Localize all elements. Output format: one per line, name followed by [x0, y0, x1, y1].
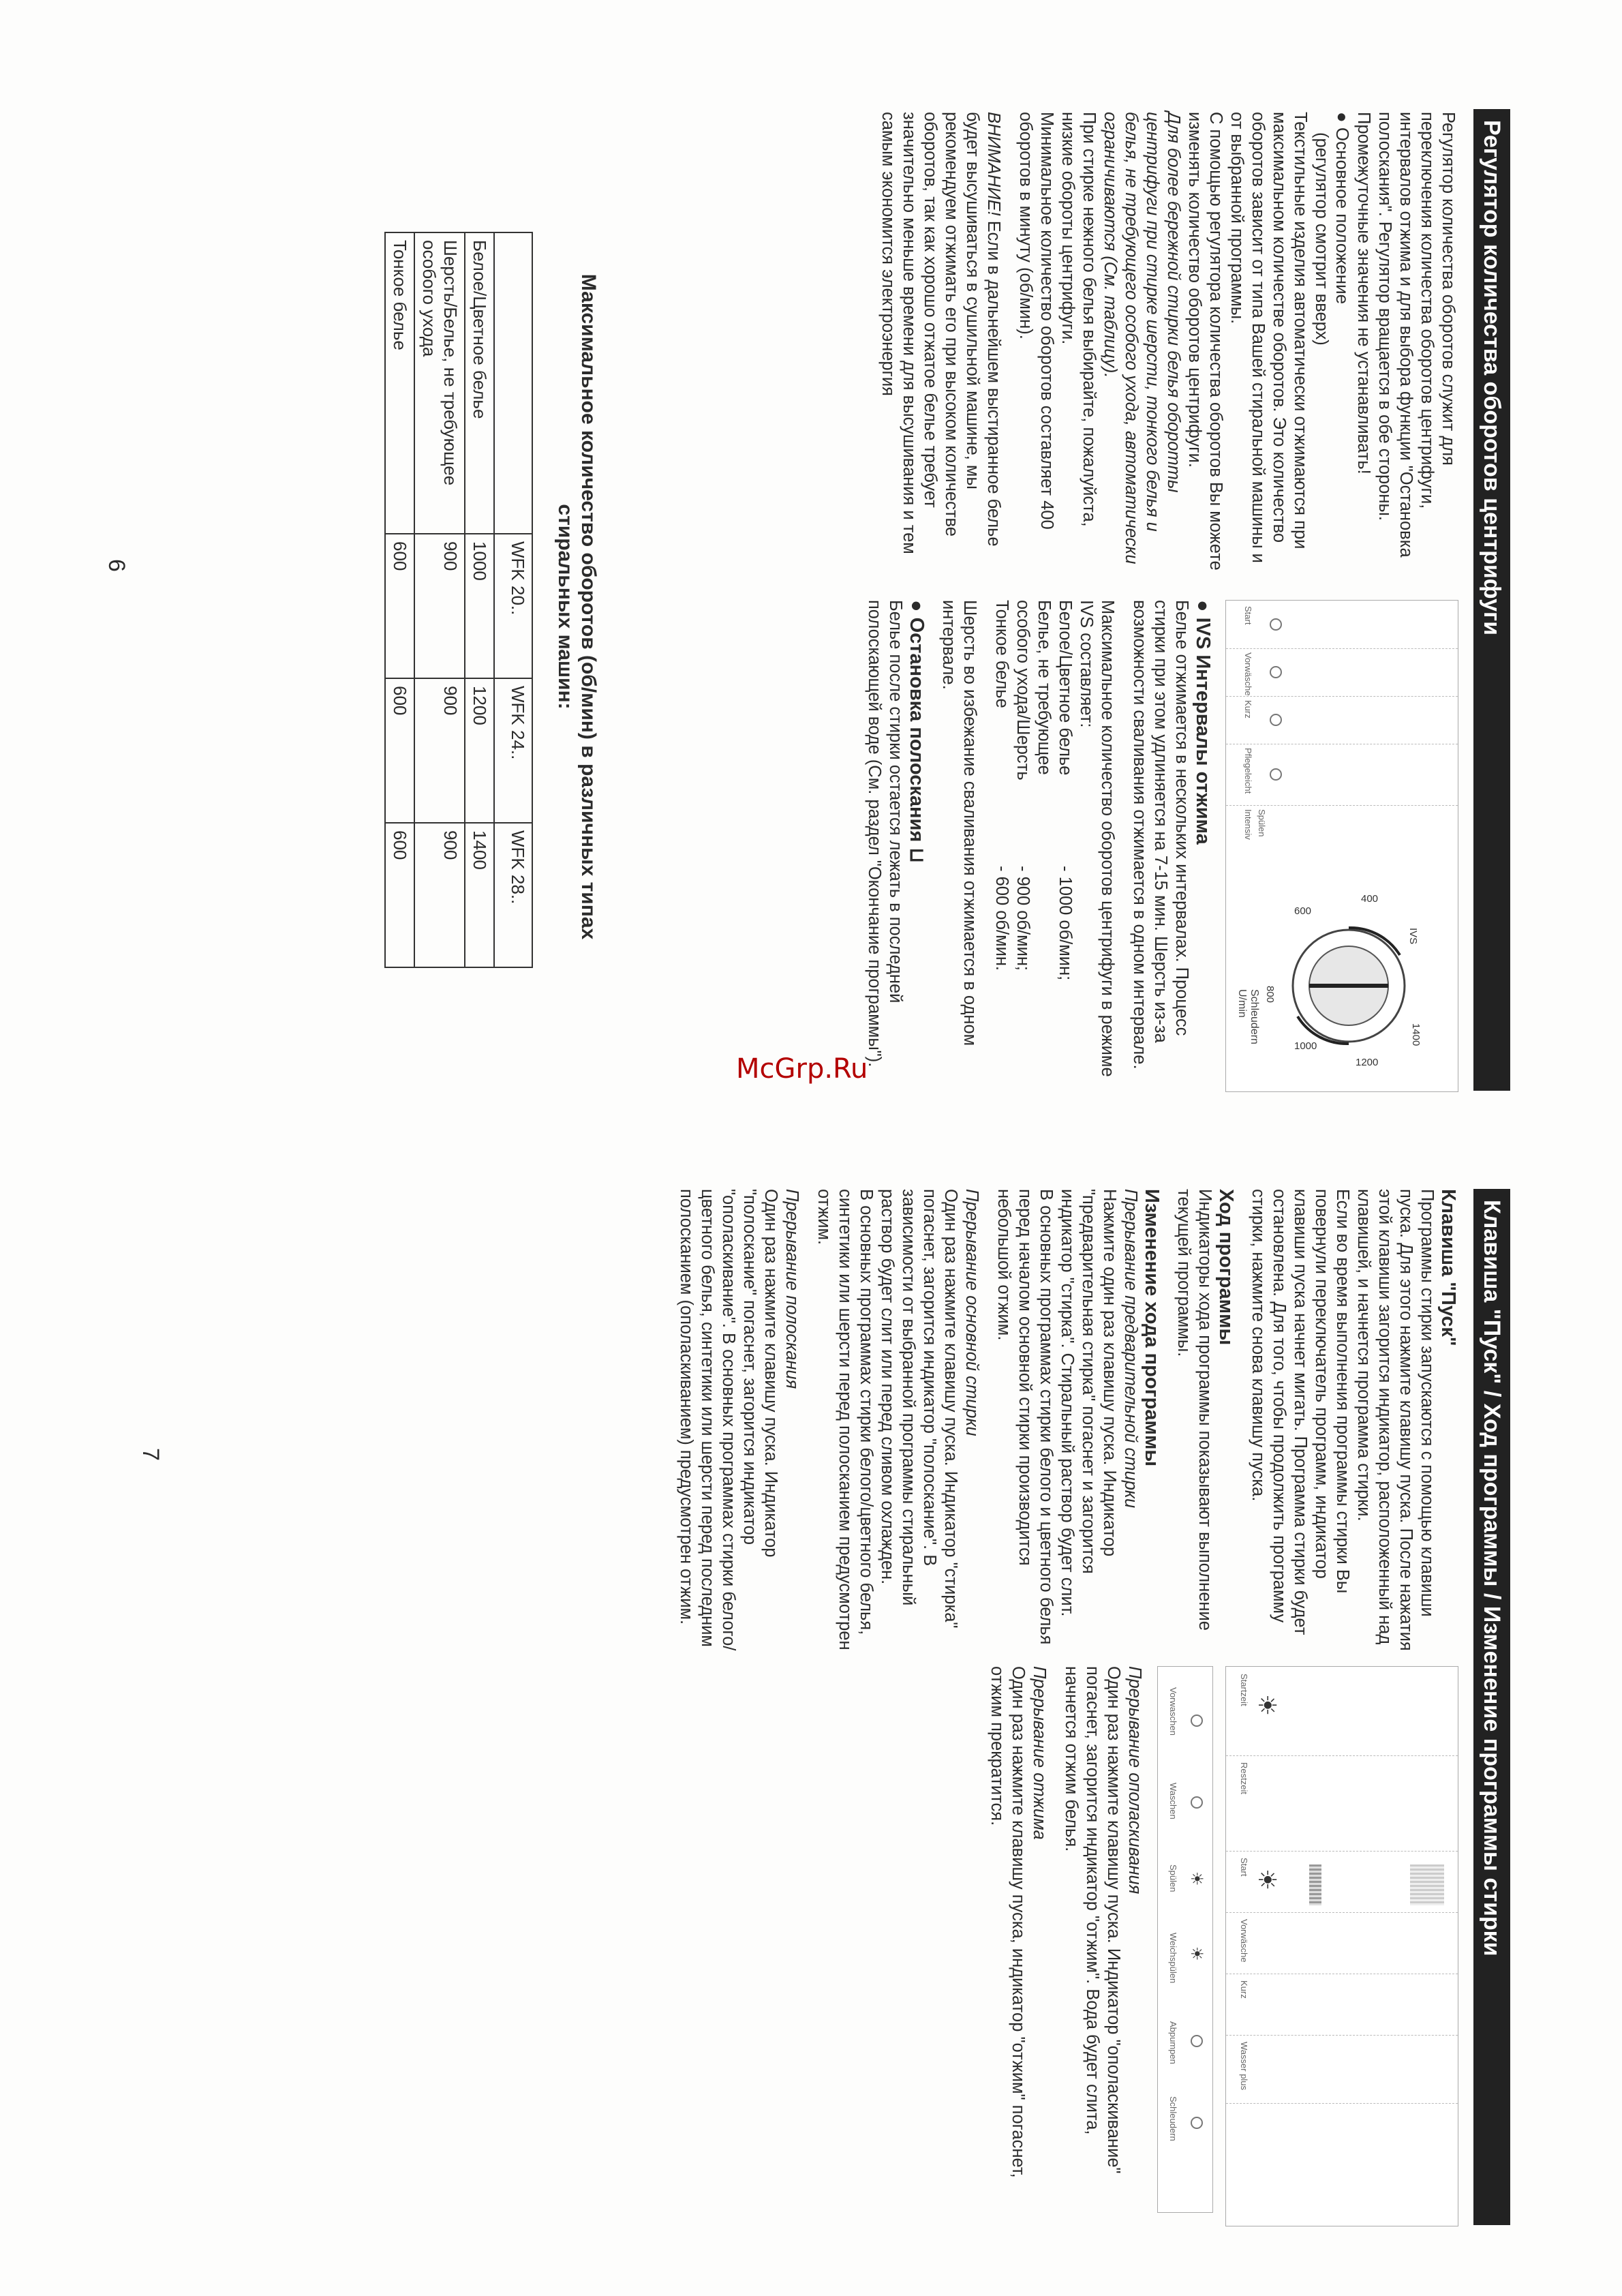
spin-dial-figure: [1225, 600, 1458, 1092]
spin-table-title: Максимальное количество оборотов (об/мин) в различных типах стиральных машин:: [554, 273, 600, 940]
led-vorwaschen-icon: [1191, 1715, 1203, 1727]
table-header-empty: [494, 232, 532, 534]
attention-text: Если в дальнейшем выстиранное белье будет высушиваться в сушильной машине, мы рекомендуем отжимать его при высоком количестве оборотов, так как хорошо отжатое белье требует значительно меньше времени для высушивания и тем самым экономится электроэнергия: [878, 112, 1003, 554]
program-progress-heading: Ход программы: [1215, 1189, 1237, 1346]
table-cell: 900: [414, 534, 465, 678]
program-progress-text: Индикаторы хода программы показывают выполнение текущей программы.: [1174, 1189, 1214, 1631]
dial-tick-1000: 1000: [1294, 1040, 1317, 1052]
led-schleudern-icon: [1191, 2117, 1203, 2129]
table-row-label: Шерсть/Белье, не требующее особого ухода: [414, 232, 465, 534]
table-cell: 900: [414, 823, 465, 967]
ivs-values-list: [991, 600, 1075, 1091]
panel-label-5: Spülen: [1257, 809, 1267, 837]
auto-spin-text: Текстильные изделия автоматически отжимаются при максимальном количестве оборотов. Это количество оборотов зависит от типа Вашей стиральной машины и от выбранной программы.: [1227, 112, 1310, 563]
table-header-wfk24: WFK 24..: [494, 678, 532, 823]
panel-label-3: Pflegeleicht: [1243, 748, 1253, 794]
site-watermark: McGrp.Ru: [736, 1053, 868, 1085]
ivs-text: Белье отжимается в нескольких интервалах. Процесс стирки при этом удлиняется на 7-15 мин. Шерсть из-за возможности сваливания отжимается в одном интервале.: [1130, 600, 1191, 1070]
prewash-interrupt-text: Нажмите один раз клавишу пуска. Индикатор "предварительная стирка" погаснет и загорится индикатор "стирка". Стиральный раствор будет слит.: [1058, 1189, 1119, 1617]
start-key-icon[interactable]: [1309, 1864, 1321, 1905]
table-cell: 600: [385, 678, 414, 823]
start-key-text-2: Если во время выполнения программы стирки Вы повернули переключатель программ, индикатор клавиши пуска начнет мигать. Программа стирки будет остановлена. Для того, чтобы продолжить программу стирки, нажмите снова клавишу пуска.: [1249, 1189, 1352, 1635]
ivs-max-text: Максимальное количество оборотов центрифуги в режиме IVS составляет:: [1077, 600, 1117, 1077]
attention-paragraph: [877, 112, 1004, 582]
led-label-schleudern: Schleudern: [1168, 2096, 1178, 2141]
final-rinse-interrupt-text: Один раз нажмите клавишу пуска. Индикатор "ополаскивание" погаснет, загорится индикатор "отжим". Вода будет слита, начнется отжим белья.: [1062, 1666, 1123, 2174]
dial-tick-1200: 1200: [1356, 1057, 1379, 1068]
led-label-abpumpen: Abpumpen: [1168, 2021, 1178, 2064]
delicate-wash-text: При стирке нежного белья выбирайте, пожалуйста, низкие обороты центрифуги.: [1058, 112, 1099, 527]
spin-dial[interactable]: [1253, 887, 1430, 1085]
panel-label-0: Start: [1243, 606, 1253, 625]
spin-table-block: [384, 232, 600, 982]
program-change-heading: Изменение хода программы: [1141, 1189, 1163, 1467]
panel-label-2: Kurz: [1243, 700, 1253, 719]
table-cell: 1200: [465, 678, 494, 823]
panel-label-restzeit: Restzeit: [1239, 1762, 1249, 1794]
progress-indicator-strip: [1157, 1666, 1213, 2213]
dial-ivs-label: IVS: [1407, 928, 1419, 945]
attention-label: ВНИМАНИЕ!: [984, 112, 1003, 216]
panel-label-start: Start: [1239, 1858, 1249, 1877]
mainwash-interrupt-title: Прерывание основной стирки: [962, 1189, 981, 1436]
panel-led-icon: [1270, 768, 1282, 781]
regulator-intro: Регулятор количества оборотов служит для переключения количества оборотов центрифуги, интервалов отжима и для выбора функции "Остановка полоскания". Регулятор вращается в обе стороны. Промежуточные значения не устанавливать!: [1354, 112, 1458, 558]
panel-label-4: Intensiv: [1243, 809, 1253, 840]
panel-label-startzeit: Startzeit: [1239, 1674, 1249, 1706]
dial-caption: Schleudern U/min: [1236, 989, 1260, 1044]
ivs-row2-label-b: особого ухода/Шерсть: [1013, 600, 1032, 781]
panel-label-vorwaesche: Vorwäsche: [1239, 1919, 1249, 1963]
table-cell: 1000: [465, 534, 494, 678]
table-header-row: [494, 232, 532, 967]
basic-position-note: (регулятор смотрит вверх): [1312, 132, 1331, 346]
ivs-row2-value: - 900 об/мин;: [1013, 866, 1032, 971]
rinse-stop-heading-text: ● Остановка полоскания: [906, 600, 928, 843]
table-cell: 600: [385, 534, 414, 678]
table-row-label: Тонкое белье: [385, 232, 414, 534]
led-weichspuelen-icon: ☀: [1187, 1946, 1206, 1961]
led-label-spuelen: Spülen: [1168, 1864, 1178, 1892]
right-page-title: Клавиша "Пуск" / Ход программы / Изменение программы стирки: [1473, 1189, 1510, 2225]
ivs-row1-value: - 1000 об/мин;: [1056, 866, 1075, 981]
table-header-wfk28: WFK 28..: [494, 823, 532, 967]
min-spin-text: Минимальное количество оборотов составляет 400 оборотов в минуту (об/мин).: [1016, 112, 1056, 530]
start-key-text: Программы стирки запускаются с помощью клавиши пуска. Для этого нажмите клавишу пуска. После нажатия этой клавиши загорится индикатор, расположенный над клавишей, и начнется программа стирки.: [1354, 1189, 1437, 1651]
final-rinse-interrupt-title: Прерывание ополаскивания: [1125, 1666, 1144, 1894]
table-cell: 600: [385, 823, 414, 967]
prewash-interrupt-title: Прерывание предварительной стирки: [1121, 1189, 1140, 1509]
panel-led-icon: [1270, 666, 1282, 678]
right-page: [0, 1148, 1622, 2296]
basic-position-heading: ● Основное положение: [1332, 112, 1353, 305]
dial-tick-400: 400: [1361, 893, 1379, 905]
table-row-label: Белое/Цветное белье: [465, 232, 494, 534]
wool-text: Шерсть во избежание сваливания отжимается в одном интервале.: [939, 600, 979, 1046]
right-column-2: [986, 1666, 1145, 2211]
left-column-2: [863, 600, 1213, 1091]
prewash-interrupt-text-2: В основных программах стирки белого и цветного белья перед началом основной стирки производится небольшой отжим.: [994, 1189, 1056, 1645]
table-row: [385, 232, 414, 967]
ivs-row2-label-a: Белье, не требующее: [1035, 600, 1054, 775]
panel-label-wasser-plus: Wasser plus: [1239, 2042, 1249, 2091]
rinse-stop-text: Белье после стирки остается лежать в последней полоскающей воде (См. раздел "Окончание программы").: [865, 600, 905, 1068]
rinse-stop-heading: [906, 600, 927, 1091]
table-row: [465, 232, 494, 967]
panel-led-icon: [1270, 618, 1282, 631]
panel-label-1: Vorwäsche: [1243, 652, 1253, 696]
led-spuelen-icon: ☀: [1187, 1871, 1206, 1886]
panel-led-icon: [1270, 714, 1282, 726]
spin-interrupt-text: Один раз нажмите клавишу пуска, индикатор "отжим" погаснет, отжим прекратится.: [988, 1666, 1028, 2178]
ivs-row3-label: Тонкое белье: [992, 600, 1011, 708]
start-key-heading: Клавиша "Пуск": [1437, 1189, 1459, 1346]
led-label-waschen: Waschen: [1168, 1783, 1178, 1819]
page-number-7: 7: [138, 1448, 164, 1461]
ivs-heading: ● IVS Интервалы отжима: [1192, 600, 1214, 845]
ivs-row3-value: - 600 об/мин.: [992, 866, 1011, 971]
mainwash-interrupt-text-2: В основных программах стирки белого/цветного белья, синтетики или шерсти перед полосканием предусмотрен отжим.: [814, 1189, 876, 1650]
dial-tick-600: 600: [1294, 905, 1312, 917]
control-panel-figure: [1225, 1666, 1458, 2226]
spin-interrupt-title: Прерывание отжима: [1030, 1666, 1049, 1840]
table-header-wfk20: WFK 20..: [494, 534, 532, 678]
dial-tick-800: 800: [1264, 986, 1276, 1003]
gentle-wash-text: Для более бережной стирки белья оборотты центрифуги при стирке шерсти, тонкого белья и белья, не требующего особого ухода, автоматически ограничиваются (См. таблицу).: [1101, 112, 1183, 564]
table-cell: 1400: [465, 823, 494, 967]
sun-indicator-icon: ☀: [1253, 1869, 1281, 1891]
mainwash-interrupt-text: Один раз нажмите клавишу пуска. Индикатор "стирка" погаснет, загорится индикатор "полоскание". В зависимости от выбранной программы стиральный раствор будет слит или перед сливом охлажден.: [878, 1189, 960, 1629]
led-label-weichspuelen: Weichspülen: [1168, 1933, 1178, 1984]
left-page-title: Регулятор количества оборотов центрифуги: [1473, 109, 1510, 1091]
change-spin-text: С помощью регулятора количества оборотов Вы можете изменять количество оборотов центрифуги.: [1185, 112, 1225, 571]
rinse-interrupt-text: Один раз нажмите клавишу пуска. Индикатор "полоскание" погаснет, загорится индикатор "ополаскивание". В основных программах стирки белого/цветного белья, синтетики или шерсти перед последним полосканием (ополаскиванием) предусмотрен отжим.: [677, 1189, 780, 1651]
led-abpumpen-icon: [1191, 2035, 1203, 2047]
dial-tick-1400: 1400: [1410, 1023, 1422, 1046]
left-column-1: [877, 112, 1458, 582]
page-number-6: 6: [104, 559, 129, 572]
ivs-row1-label: Белое/Цветное белье: [1056, 600, 1075, 776]
panel-key-icon[interactable]: [1410, 1864, 1444, 1905]
right-column-1: [675, 1189, 1458, 1652]
table-cell: 900: [414, 678, 465, 823]
rinse-interrupt-title: Прерывание полоскания: [782, 1189, 801, 1389]
panel-label-kurz: Kurz: [1239, 1980, 1249, 1999]
spin-table: [384, 232, 533, 968]
sun-indicator-icon: ☀: [1253, 1694, 1281, 1717]
led-label-vorwaschen: Vorwaschen: [1168, 1687, 1178, 1736]
rinse-stop-icon: ⊔: [906, 847, 928, 863]
led-waschen-icon: [1191, 1796, 1203, 1809]
table-row: [414, 232, 465, 967]
